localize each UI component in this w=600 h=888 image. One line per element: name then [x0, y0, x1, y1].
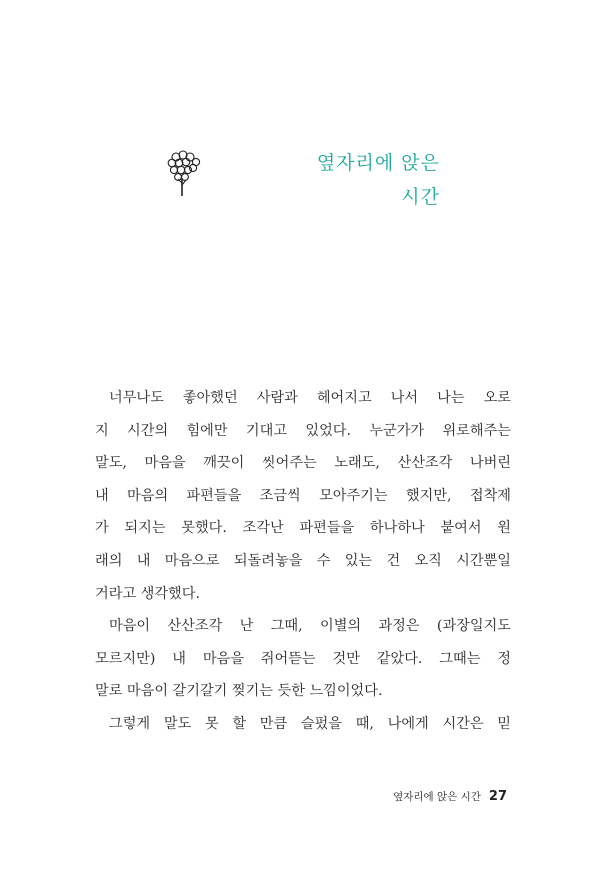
- text-line: 내 마음의 파편들을 조금씩 모아주기는 했지만, 접착제: [95, 487, 511, 504]
- running-title: 옆자리에 앉은 시간: [393, 791, 481, 803]
- page-number: 27: [488, 789, 507, 804]
- tree-icon: [166, 150, 202, 198]
- paragraph-1: [95, 382, 511, 610]
- text-line: 말로 마음이 갈기갈기 찢기는 듯한 느낌이었다.: [95, 683, 383, 700]
- page-footer: [393, 789, 507, 804]
- paragraph-2: [95, 610, 511, 708]
- text-line: 래의 내 마음으로 되돌려놓을 수 있는 건 오직 시간뿐일: [95, 552, 511, 569]
- chapter-title-line-1: 옆자리에 앉은: [316, 152, 440, 174]
- text-line: 너무나도 좋아했던 사람과 헤어지고 나서 나는 오로: [109, 390, 511, 406]
- chapter-title: [317, 146, 440, 214]
- text-line: 모르지만) 내 마음을 쥐어뜯는 것만 같았다. 그때는 정: [95, 650, 511, 667]
- text-line: 마음이 산산조각 난 그때, 이별의 과정은 (과장일지도: [109, 618, 511, 635]
- text-line: 말도, 마음을 깨끗이 씻어주는 노래도, 산산조각 나버린: [95, 455, 511, 472]
- body-text: [95, 382, 511, 741]
- text-line: 거라고 생각했다.: [95, 585, 200, 602]
- chapter-title-line-2: 시간: [401, 186, 440, 208]
- text-line: 지 시간의 힘에만 기대고 있었다. 누군가가 위로해주는: [95, 422, 511, 439]
- text-line: 가 되지는 못했다. 조각난 파편들을 하나하나 붙여서 원: [95, 520, 511, 537]
- paragraph-3: [95, 708, 511, 741]
- text-line: 그렇게 말도 못 할 만큼 슬펐을 때, 나에게 시간은 믿: [109, 715, 511, 732]
